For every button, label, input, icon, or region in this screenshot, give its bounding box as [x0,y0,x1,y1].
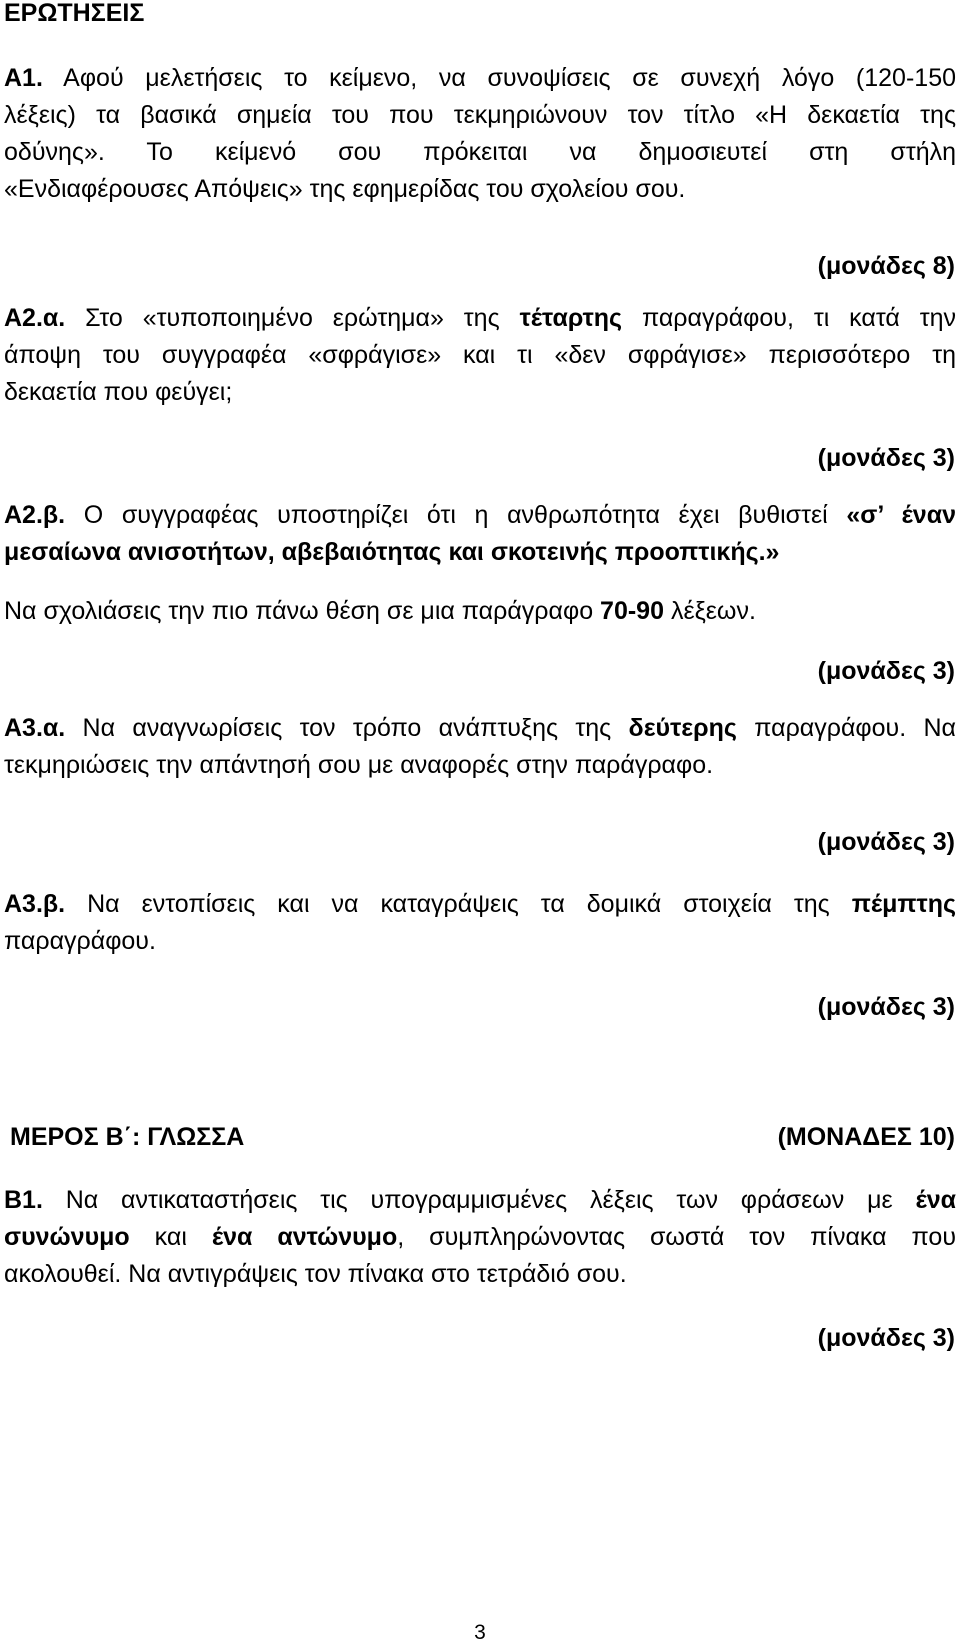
question-text: Να σχολιάσεις την πιο πάνω θέση σε μια παράγραφο [4,597,601,625]
question-b1-line1 [4,1182,956,1219]
marks-a3a: (μονάδες 3) [817,828,955,856]
question-a2a-line1 [4,300,956,337]
question-a3a-line1 [4,710,956,747]
question-label: Β1. [4,1186,43,1214]
emphasis-text: τέταρτης [519,304,623,332]
question-text: παραγράφου. Να [736,714,956,742]
question-label: Α3.β. [4,890,66,918]
question-a1-line3: οδύνης». Το κείμενό σου πρόκειται να δημοσιευτεί στη στήλη [4,138,956,166]
question-a1-line4: «Ενδιαφέρουσες Απόψεις» της εφημερίδας του σχολείου σου. [4,175,686,203]
emphasis-text: ένα αντώνυμο [211,1223,398,1251]
question-text: Να αναγνωρίσεις τον τρόπο ανάπτυξης της [65,714,629,742]
question-label: Α2.α. [4,304,66,332]
emphasis-text: ένα [915,1186,956,1214]
marks-b1: (μονάδες 3) [817,1324,955,1352]
question-a2a-line3: δεκαετία που φεύγει; [4,378,233,406]
question-a3b-line2: παραγράφου. [4,927,156,955]
part-b-heading [10,1119,955,1156]
marks-a3b: (μονάδες 3) [817,993,955,1021]
emphasis-text: συνώνυμο [4,1223,130,1251]
question-a2b-instruction [4,593,956,630]
question-text: Να εντοπίσεις και να καταγράψεις τα δομικά στοιχεία της [65,890,852,918]
question-label: Α3.α. [4,714,66,742]
question-a2b-line1 [4,497,956,534]
question-a1-line2: λέξεις) τα βασικά σημεία του που τεκμηριώνουν τον τίτλο «Η δεκαετία της [4,101,956,129]
question-label: Α1. [4,64,43,92]
marks-a1: (μονάδες 8) [817,252,955,280]
emphasis-text: δεύτερης [628,714,737,742]
page-number: 3 [474,1621,486,1644]
question-label: Α2.β. [4,501,66,529]
emphasis-text: πέμπτης [851,890,956,918]
question-a2a-line2: άποψη του συγγραφέα «σφράγισε» και τι «δεν σφράγισε» περισσότερο τη [4,341,956,369]
question-text: , συμπληρώνοντας σωστά τον πίνακα που [397,1223,957,1251]
question-text: Να αντικαταστήσεις τις υπογραμμισμένες λέξεις των φράσεων με [42,1186,916,1214]
word-count: 70-90 [600,597,664,625]
marks-a2a: (μονάδες 3) [817,444,955,472]
part-b-total-marks: (ΜΟΝΑΔΕΣ 10) [777,1123,955,1151]
section-heading: ΕΡΩΤΗΣΕΙΣ [4,0,145,27]
question-b1-line2 [4,1219,956,1256]
question-text: παραγράφου, τι κατά την [622,304,957,332]
question-text: Στο «τυποποιημένο ερώτημα» της [65,304,520,332]
question-text: Αφού μελετήσεις το κείμενο, να συνοψίσεις σε συνεχή λόγο (120-150 [42,64,956,92]
quote-text: μεσαίωνα ανισοτήτων, αβεβαιότητας και σκοτεινής προοπτικής.» [4,538,780,566]
question-text: Ο συγγραφέας υποστηρίζει ότι η ανθρωπότητα έχει βυθιστεί [65,501,847,529]
question-a3b-line1 [4,886,956,923]
question-a3a-line2: τεκμηριώσεις την απάντησή σου με αναφορές στην παράγραφο. [4,751,714,779]
part-b-title: ΜΕΡΟΣ Β΄: ΓΛΩΣΣΑ [10,1123,245,1151]
question-a1-line1 [4,60,956,97]
question-text: λέξεων. [664,597,756,625]
question-b1-line3: ακολουθεί. Να αντιγράψεις τον πίνακα στο τετράδιό σου. [4,1260,627,1288]
marks-a2b: (μονάδες 3) [817,657,955,685]
question-a2b-line2 [4,534,956,571]
question-text: και [129,1223,212,1251]
quote-text: «σ’ έναν [846,501,956,529]
